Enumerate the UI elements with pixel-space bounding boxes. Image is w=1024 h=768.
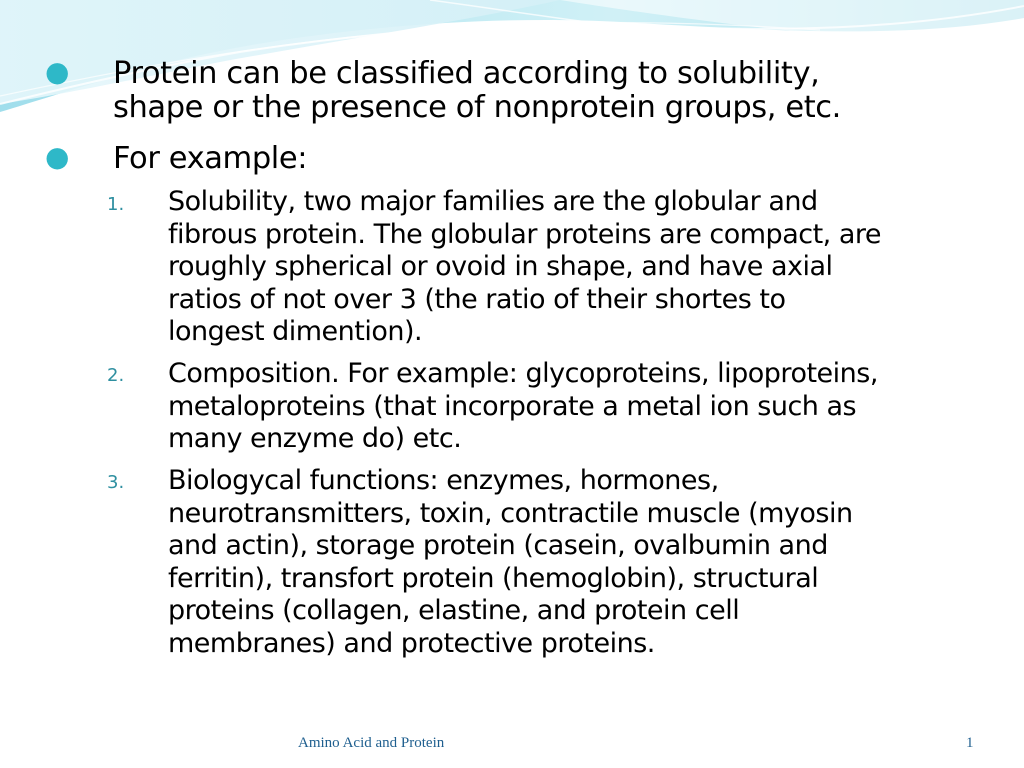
list-number: 2. — [107, 365, 125, 386]
footer-title: Amino Acid and Protein — [298, 735, 445, 751]
list-item-text — [168, 358, 878, 456]
list-line: metaloproteins (that incorporate a metal ion such as — [168, 390, 857, 422]
list-line: many enzyme do) etc. — [168, 423, 462, 454]
list-line: neurotransmitters, toxin, contractile muscle (myosin — [168, 497, 853, 529]
bullet-line: shape or the presence of nonprotein groups, etc. — [113, 90, 841, 125]
list-line: Composition. For example: glycoproteins, lipoproteins, — [168, 358, 878, 389]
list-number: 3. — [107, 472, 125, 493]
page-number: 1 — [966, 735, 974, 751]
bullet-dot-icon: ● — [45, 55, 70, 88]
list-line: fibrous protein. The globular proteins are compact, are — [168, 218, 881, 250]
bullet-text — [113, 57, 841, 125]
list-line: Biologycal functions: enzymes, hormones, — [168, 465, 719, 496]
list-item-text — [168, 186, 881, 349]
list-line: ratios of not over 3 (the ratio of their shortes to — [168, 283, 786, 315]
list-line: ferritin), transfort protein (hemoglobin), structural — [168, 562, 819, 594]
list-line: proteins (collagen, elastine, and protein cell — [168, 595, 740, 626]
list-line: and actin), storage protein (casein, ovalbumin and — [168, 530, 828, 561]
list-item-text — [168, 465, 853, 660]
list-line: membranes) and protective proteins. — [168, 627, 655, 659]
bullet-line: For example: — [113, 141, 308, 176]
list-number: 1. — [107, 194, 125, 215]
list-line: longest dimention). — [168, 316, 423, 347]
bullet-dot-icon: ● — [45, 140, 70, 173]
bullet-text — [113, 142, 307, 176]
bullet-line: Protein can be classified according to solubility, — [113, 56, 820, 91]
list-line: Solubility, two major families are the globular and — [168, 186, 818, 217]
list-line: roughly spherical or ovoid in shape, and have axial — [168, 251, 833, 282]
